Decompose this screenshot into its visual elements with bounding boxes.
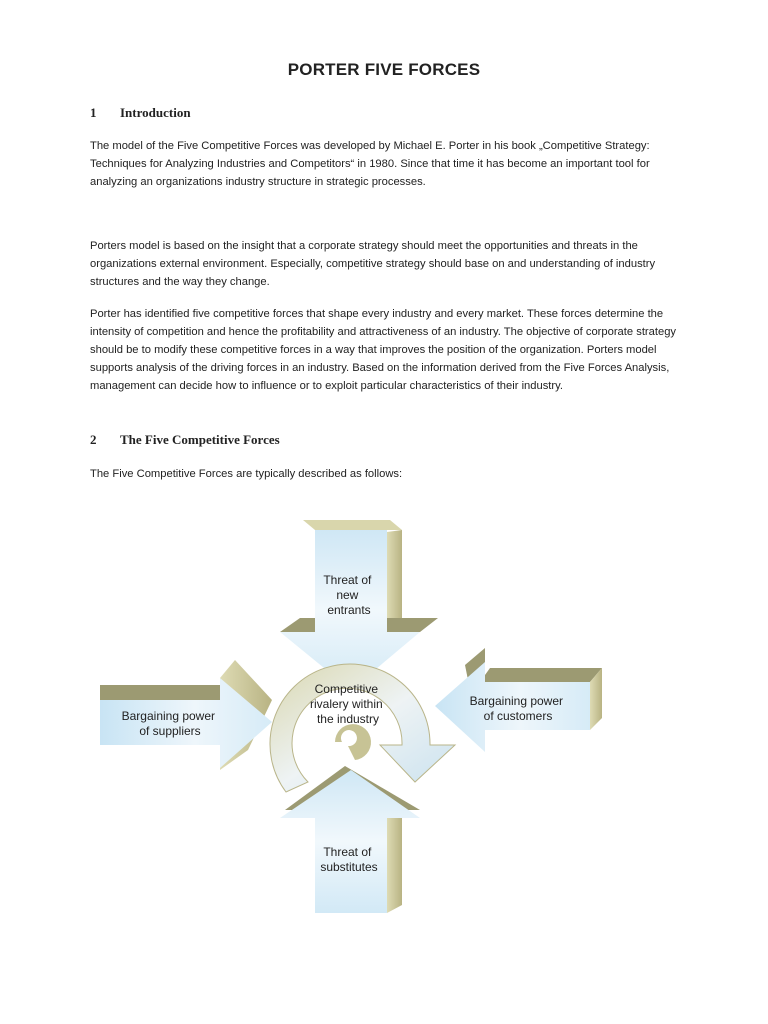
top-arrow-left-flange — [280, 618, 315, 632]
label-substitutes — [320, 845, 377, 874]
paragraph-insight: Porters model is based on the insight that a corporate strategy should meet the opportunities and threats in the organizations external environment. Especially, competitive strategy should base on and understanding of industry structures and the way they change. — [90, 240, 656, 288]
rivalry-inner-curl — [335, 724, 371, 760]
label-line: Bargaining power — [121, 709, 216, 723]
bottom-arrow-side — [387, 812, 402, 913]
label-customers — [470, 694, 567, 723]
section-title: The Five Competitive Forces — [120, 432, 280, 447]
label-line: Bargaining power — [469, 694, 564, 708]
label-rivalry — [310, 682, 386, 726]
left-arrow-top-face — [100, 685, 220, 700]
paragraph-description: The Five Competitive Forces are typically described as follows: — [90, 468, 403, 480]
top-arrow-side — [387, 530, 402, 628]
label-line: new — [336, 588, 359, 602]
label-line: Threat of — [323, 573, 372, 587]
section-title: Introduction — [120, 105, 191, 120]
paragraph-forces: Porter has identified five competitive forces that shape every industry and every market. These forces determine the intensity of competition and hence the profitability and attractiveness of an industry. The objective of corporate strategy should be to modify these competitive forces in a way that improves the position of the organization. Porters model supports analysis of the driving forces in an industry. Based on the information derived from the Five Forces Analysis, management can decide how to influence or to exploit particular characteristics of their industry. — [90, 308, 677, 392]
five-forces-diagram — [90, 520, 610, 925]
bottom-arrow — [280, 766, 420, 913]
top-arrow-top-face — [303, 520, 402, 530]
label-line: rivalery within — [309, 697, 383, 711]
section-heading-introduction — [90, 105, 191, 121]
top-arrow-right-flange — [387, 618, 438, 632]
section-heading-five-forces — [90, 432, 280, 448]
document-title: PORTER FIVE FORCES — [287, 60, 481, 79]
label-line: substitutes — [320, 860, 378, 874]
five-forces-figure — [90, 520, 610, 920]
label-line: entrants — [327, 603, 371, 617]
right-arrow-top-face — [480, 668, 602, 682]
label-line: the industry — [316, 712, 380, 726]
label-line: Competitive — [314, 682, 379, 696]
label-line: of suppliers — [139, 724, 201, 738]
section-number: 2 — [90, 432, 97, 447]
paragraph-intro: The model of the Five Competitive Forces was developed by Michael E. Porter in his book „Competitive Strategy: Techniques for Analyzing Industries and Competitors“ in 1980. Since that time it has become an important tool for analyzing an organizations industry structure in strategic processes. — [90, 140, 650, 188]
label-line: Threat of — [323, 845, 372, 859]
section-number: 1 — [90, 105, 97, 120]
label-line: of customers — [483, 709, 553, 723]
